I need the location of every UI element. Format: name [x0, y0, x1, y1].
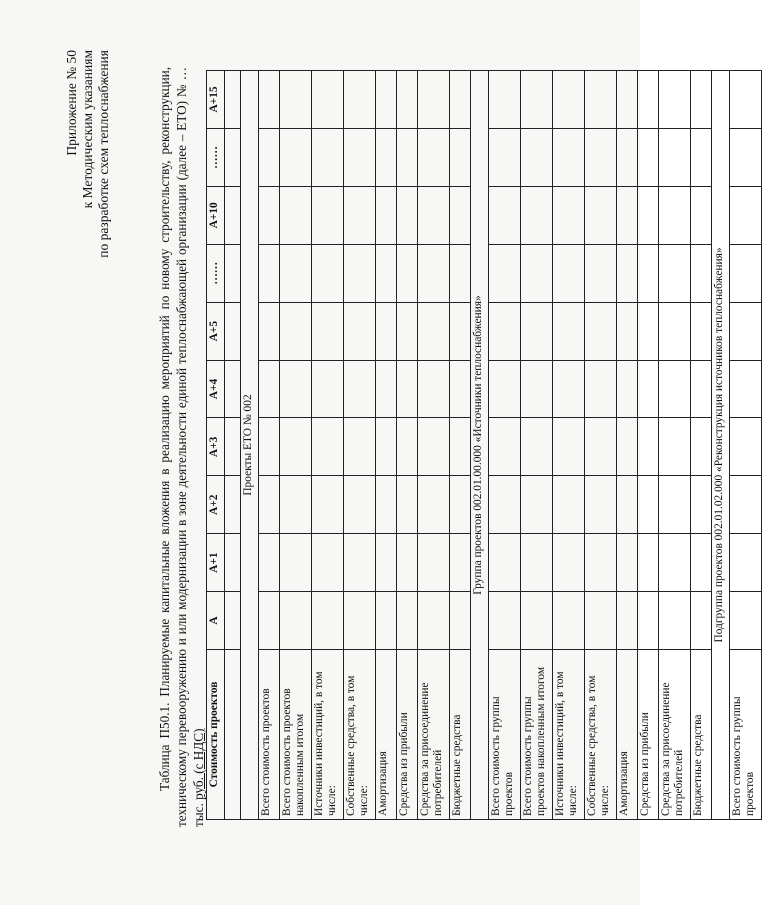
table-cell: [489, 418, 521, 476]
row-label: Средства за присоединение потребителей: [418, 650, 450, 820]
table-cell: [397, 244, 418, 302]
table-cell: [450, 360, 471, 418]
table-cell: [450, 186, 471, 244]
table-cell: [730, 476, 762, 534]
table-cell: [691, 360, 712, 418]
table-cell: [280, 186, 312, 244]
table-cell: [585, 592, 617, 650]
table-cell: [638, 418, 659, 476]
table-cell: [659, 128, 691, 186]
table-cell: [659, 302, 691, 360]
table-cell: [225, 128, 241, 186]
table-cell: [376, 71, 397, 129]
row-label: Амортизация: [376, 650, 397, 820]
table-cell: [225, 534, 241, 592]
table-cell: [344, 128, 376, 186]
table-cell: [280, 302, 312, 360]
table-row: [585, 71, 617, 820]
table-cell: [344, 476, 376, 534]
row-label: Всего стоимость проектов: [259, 650, 280, 820]
table-cell: [638, 592, 659, 650]
table-cell: [617, 302, 638, 360]
col-header-a5: А+5: [207, 302, 225, 360]
table-cell: [450, 476, 471, 534]
col-header-a15: А+15: [207, 71, 225, 129]
table-cell: [521, 302, 553, 360]
table-cell: [450, 302, 471, 360]
table-cell: [489, 128, 521, 186]
table-cell: [617, 186, 638, 244]
table-cell: [397, 476, 418, 534]
table-cell: [259, 592, 280, 650]
caption-text: Таблица П50.1. Планируемые капитальные вложения в реализацию мероприятий по новому строительству, реконструкции, техническому перевооружению и или модернизации в зоне деятельности единой теплоснабжающей организации (далее – ЕТО) № … тыс.: [157, 67, 206, 827]
table-cell: [397, 186, 418, 244]
table-cell: [489, 244, 521, 302]
table-cell: [659, 244, 691, 302]
table-cell: [280, 534, 312, 592]
table-cell: [585, 534, 617, 592]
table-cell: [553, 302, 585, 360]
col-header-a2: А+2: [207, 476, 225, 534]
table-cell: [344, 244, 376, 302]
table-cell: [259, 186, 280, 244]
row-label: Собственные средства, в том числе:: [585, 650, 617, 820]
table-cell: [553, 186, 585, 244]
table-cell: [617, 418, 638, 476]
col-header-ellipsis-1: ……: [207, 244, 225, 302]
table-cell: [418, 186, 450, 244]
table-cell: [521, 186, 553, 244]
table-cell: [489, 302, 521, 360]
table-cell: [450, 592, 471, 650]
table-cell: [489, 186, 521, 244]
table-cell: [225, 476, 241, 534]
table-cell: [344, 71, 376, 129]
table-row: [418, 71, 450, 820]
table-cell: [585, 71, 617, 129]
table-body: [225, 71, 762, 820]
table-row: [259, 71, 280, 820]
table-cell: [280, 128, 312, 186]
table-cell: [312, 128, 344, 186]
table-cell: [344, 418, 376, 476]
table-cell: [617, 71, 638, 129]
table-cell: [280, 592, 312, 650]
table-cell: [638, 186, 659, 244]
table-cell: [312, 534, 344, 592]
table-cell: [691, 476, 712, 534]
table-cell: [730, 360, 762, 418]
table-header-row: [207, 71, 225, 820]
table-cell: [225, 302, 241, 360]
table-cell: [489, 71, 521, 129]
table-cell: [489, 360, 521, 418]
table-row: [659, 71, 691, 820]
table-row: [450, 71, 471, 820]
table-cell: [638, 244, 659, 302]
table-cell: [617, 534, 638, 592]
row-label: Амортизация: [617, 650, 638, 820]
table-cell: [521, 360, 553, 418]
investment-table: [206, 70, 762, 820]
row-label: Источники инвестиций, в том числе:: [312, 650, 344, 820]
table-cell: [730, 244, 762, 302]
table-cell: [450, 418, 471, 476]
col-header-a1: А+1: [207, 534, 225, 592]
table-row: [521, 71, 553, 820]
section-eto-projects-title: Проекты ЕТО № 002: [241, 71, 259, 820]
table-cell: [659, 186, 691, 244]
table-cell: [450, 244, 471, 302]
table-caption: [156, 67, 207, 827]
table-cell: [376, 186, 397, 244]
section-subgroup-reconstruction-title: Подгруппа проектов 002.01.02.000 «Реконструкция источников теплоснабжения»: [712, 71, 730, 820]
table-cell: [397, 360, 418, 418]
row-label: Средства из прибыли: [638, 650, 659, 820]
table-cell: [659, 592, 691, 650]
table-cell: [397, 592, 418, 650]
table-cell: [730, 128, 762, 186]
table-cell: [691, 71, 712, 129]
table-cell: [659, 360, 691, 418]
table-cell: [312, 360, 344, 418]
table-cell: [553, 418, 585, 476]
row-label: Бюджетные средства: [450, 650, 471, 820]
table-cell: [259, 476, 280, 534]
section-group-sources-title: Группа проектов 002.01.00.000 «Источники теплоснабжения»: [471, 71, 489, 820]
table-cell: [553, 71, 585, 129]
table-row: [553, 71, 585, 820]
table-cell: [521, 244, 553, 302]
table-cell: [489, 476, 521, 534]
table-cell: [225, 592, 241, 650]
table-cell: [730, 592, 762, 650]
table-cell: [376, 128, 397, 186]
table-cell: [344, 592, 376, 650]
table-cell: [638, 128, 659, 186]
table-cell: [280, 71, 312, 129]
table-cell: [585, 128, 617, 186]
table-cell: [730, 302, 762, 360]
table-cell: [553, 128, 585, 186]
col-header-cost: Стоимость проектов: [207, 650, 225, 820]
table-cell: [225, 71, 241, 129]
section-subgroup-reconstruction: [712, 71, 730, 820]
table-cell: [638, 360, 659, 418]
row-label: Всего стоимость проектов накопленным итогом: [280, 650, 312, 820]
table-cell: [418, 476, 450, 534]
table-cell: [730, 534, 762, 592]
table-cell: [521, 534, 553, 592]
table-cell: [397, 71, 418, 129]
table-cell: [418, 302, 450, 360]
table-cell: [659, 534, 691, 592]
row-label: Всего стоимость группы проектов накопленным итогом: [521, 650, 553, 820]
table-cell: [225, 244, 241, 302]
table-cell: [638, 71, 659, 129]
table-cell: [280, 476, 312, 534]
table-cell: [553, 534, 585, 592]
table-cell: [521, 418, 553, 476]
table-cell: [376, 418, 397, 476]
table-cell: [730, 186, 762, 244]
row-label: Источники инвестиций, в том числе:: [553, 650, 585, 820]
table-cell: [312, 418, 344, 476]
table-cell: [450, 128, 471, 186]
table-cell: [344, 534, 376, 592]
table-row: [280, 71, 312, 820]
col-header-ellipsis-2: ……: [207, 128, 225, 186]
table-cell: [553, 360, 585, 418]
table-cell: [553, 244, 585, 302]
table-cell: [418, 534, 450, 592]
table-cell: [638, 476, 659, 534]
table-cell: [225, 186, 241, 244]
table-cell: [418, 244, 450, 302]
table-cell: [312, 476, 344, 534]
table-cell: [521, 71, 553, 129]
table-cell: [397, 128, 418, 186]
table-cell: [376, 302, 397, 360]
table-row: [397, 71, 418, 820]
table-cell: [259, 71, 280, 129]
table-cell: [691, 418, 712, 476]
table-cell: [691, 302, 712, 360]
table-cell: [397, 418, 418, 476]
table-cell: [418, 360, 450, 418]
caption-unit: руб. (с НДС): [191, 728, 206, 800]
table-cell: [553, 592, 585, 650]
row-label: Всего стоимость группы проектов: [489, 650, 521, 820]
table-cell: [450, 71, 471, 129]
appendix-header: [64, 50, 112, 258]
table-cell: [344, 186, 376, 244]
table-row: [376, 71, 397, 820]
table-cell: [691, 128, 712, 186]
table-cell: [691, 592, 712, 650]
row-label: Бюджетные средства: [691, 650, 712, 820]
table-cell: [617, 592, 638, 650]
col-header-a: А: [207, 592, 225, 650]
table-cell: [225, 360, 241, 418]
table-cell: [259, 302, 280, 360]
table-cell: [585, 186, 617, 244]
table-cell: [617, 476, 638, 534]
section-eto-projects: [241, 71, 259, 820]
table-cell: [397, 534, 418, 592]
table-row: [691, 71, 712, 820]
table-cell: [659, 418, 691, 476]
table-cell: [312, 71, 344, 129]
table-row: [638, 71, 659, 820]
table-cell: [259, 534, 280, 592]
row-label: Всего стоимость группы проектов: [730, 650, 762, 820]
table-cell: [617, 244, 638, 302]
section-group-sources: [471, 71, 489, 820]
table-row: [312, 71, 344, 820]
table-cell: [259, 360, 280, 418]
table-row: [617, 71, 638, 820]
table-cell: [376, 476, 397, 534]
table-cell: [225, 418, 241, 476]
table-cell: [376, 534, 397, 592]
table-cell: [280, 418, 312, 476]
table-cell: [397, 302, 418, 360]
table-cell: [312, 302, 344, 360]
table-cell: [344, 360, 376, 418]
table-cell: [691, 534, 712, 592]
table-cell: [638, 302, 659, 360]
appendix-reference: к Методическим указаниям: [80, 50, 95, 209]
appendix-subject: по разработке схем теплоснабжения: [96, 50, 111, 258]
table-cell: [489, 534, 521, 592]
table-cell: [659, 71, 691, 129]
table-cell: [280, 360, 312, 418]
table-cell: [376, 244, 397, 302]
table-cell: [617, 360, 638, 418]
table-cell: [450, 534, 471, 592]
table-cell: [312, 592, 344, 650]
table-cell: [225, 650, 241, 820]
table-cell: [418, 592, 450, 650]
table-row: [344, 71, 376, 820]
table-cell: [280, 244, 312, 302]
table-cell: [585, 476, 617, 534]
table-cell: [259, 128, 280, 186]
table-cell: [489, 592, 521, 650]
table-cell: [418, 128, 450, 186]
table-cell: [521, 592, 553, 650]
table-cell: [418, 71, 450, 129]
table-cell: [617, 128, 638, 186]
table-cell: [691, 186, 712, 244]
row-label: Средства из прибыли: [397, 650, 418, 820]
table-row-empty: [225, 71, 241, 820]
table-cell: [638, 534, 659, 592]
row-label: Средства за присоединение потребителей: [659, 650, 691, 820]
table-cell: [585, 360, 617, 418]
table-cell: [691, 244, 712, 302]
table-cell: [553, 476, 585, 534]
table-cell: [585, 418, 617, 476]
table-cell: [521, 476, 553, 534]
table-cell: [585, 244, 617, 302]
table-cell: [659, 476, 691, 534]
table-cell: [376, 592, 397, 650]
col-header-a4: А+4: [207, 360, 225, 418]
col-header-a10: А+10: [207, 186, 225, 244]
table-cell: [344, 302, 376, 360]
table-cell: [312, 186, 344, 244]
table-cell: [259, 244, 280, 302]
appendix-number: Приложение № 50: [64, 50, 79, 156]
table-cell: [730, 418, 762, 476]
table-cell: [376, 360, 397, 418]
col-header-a3: А+3: [207, 418, 225, 476]
table-cell: [730, 71, 762, 129]
table-cell: [585, 302, 617, 360]
table-cell: [521, 128, 553, 186]
row-label: Собственные средства, в том числе:: [344, 650, 376, 820]
table-row: [489, 71, 521, 820]
table-cell: [418, 418, 450, 476]
table-cell: [312, 244, 344, 302]
table-row: [730, 71, 762, 820]
table-cell: [259, 418, 280, 476]
